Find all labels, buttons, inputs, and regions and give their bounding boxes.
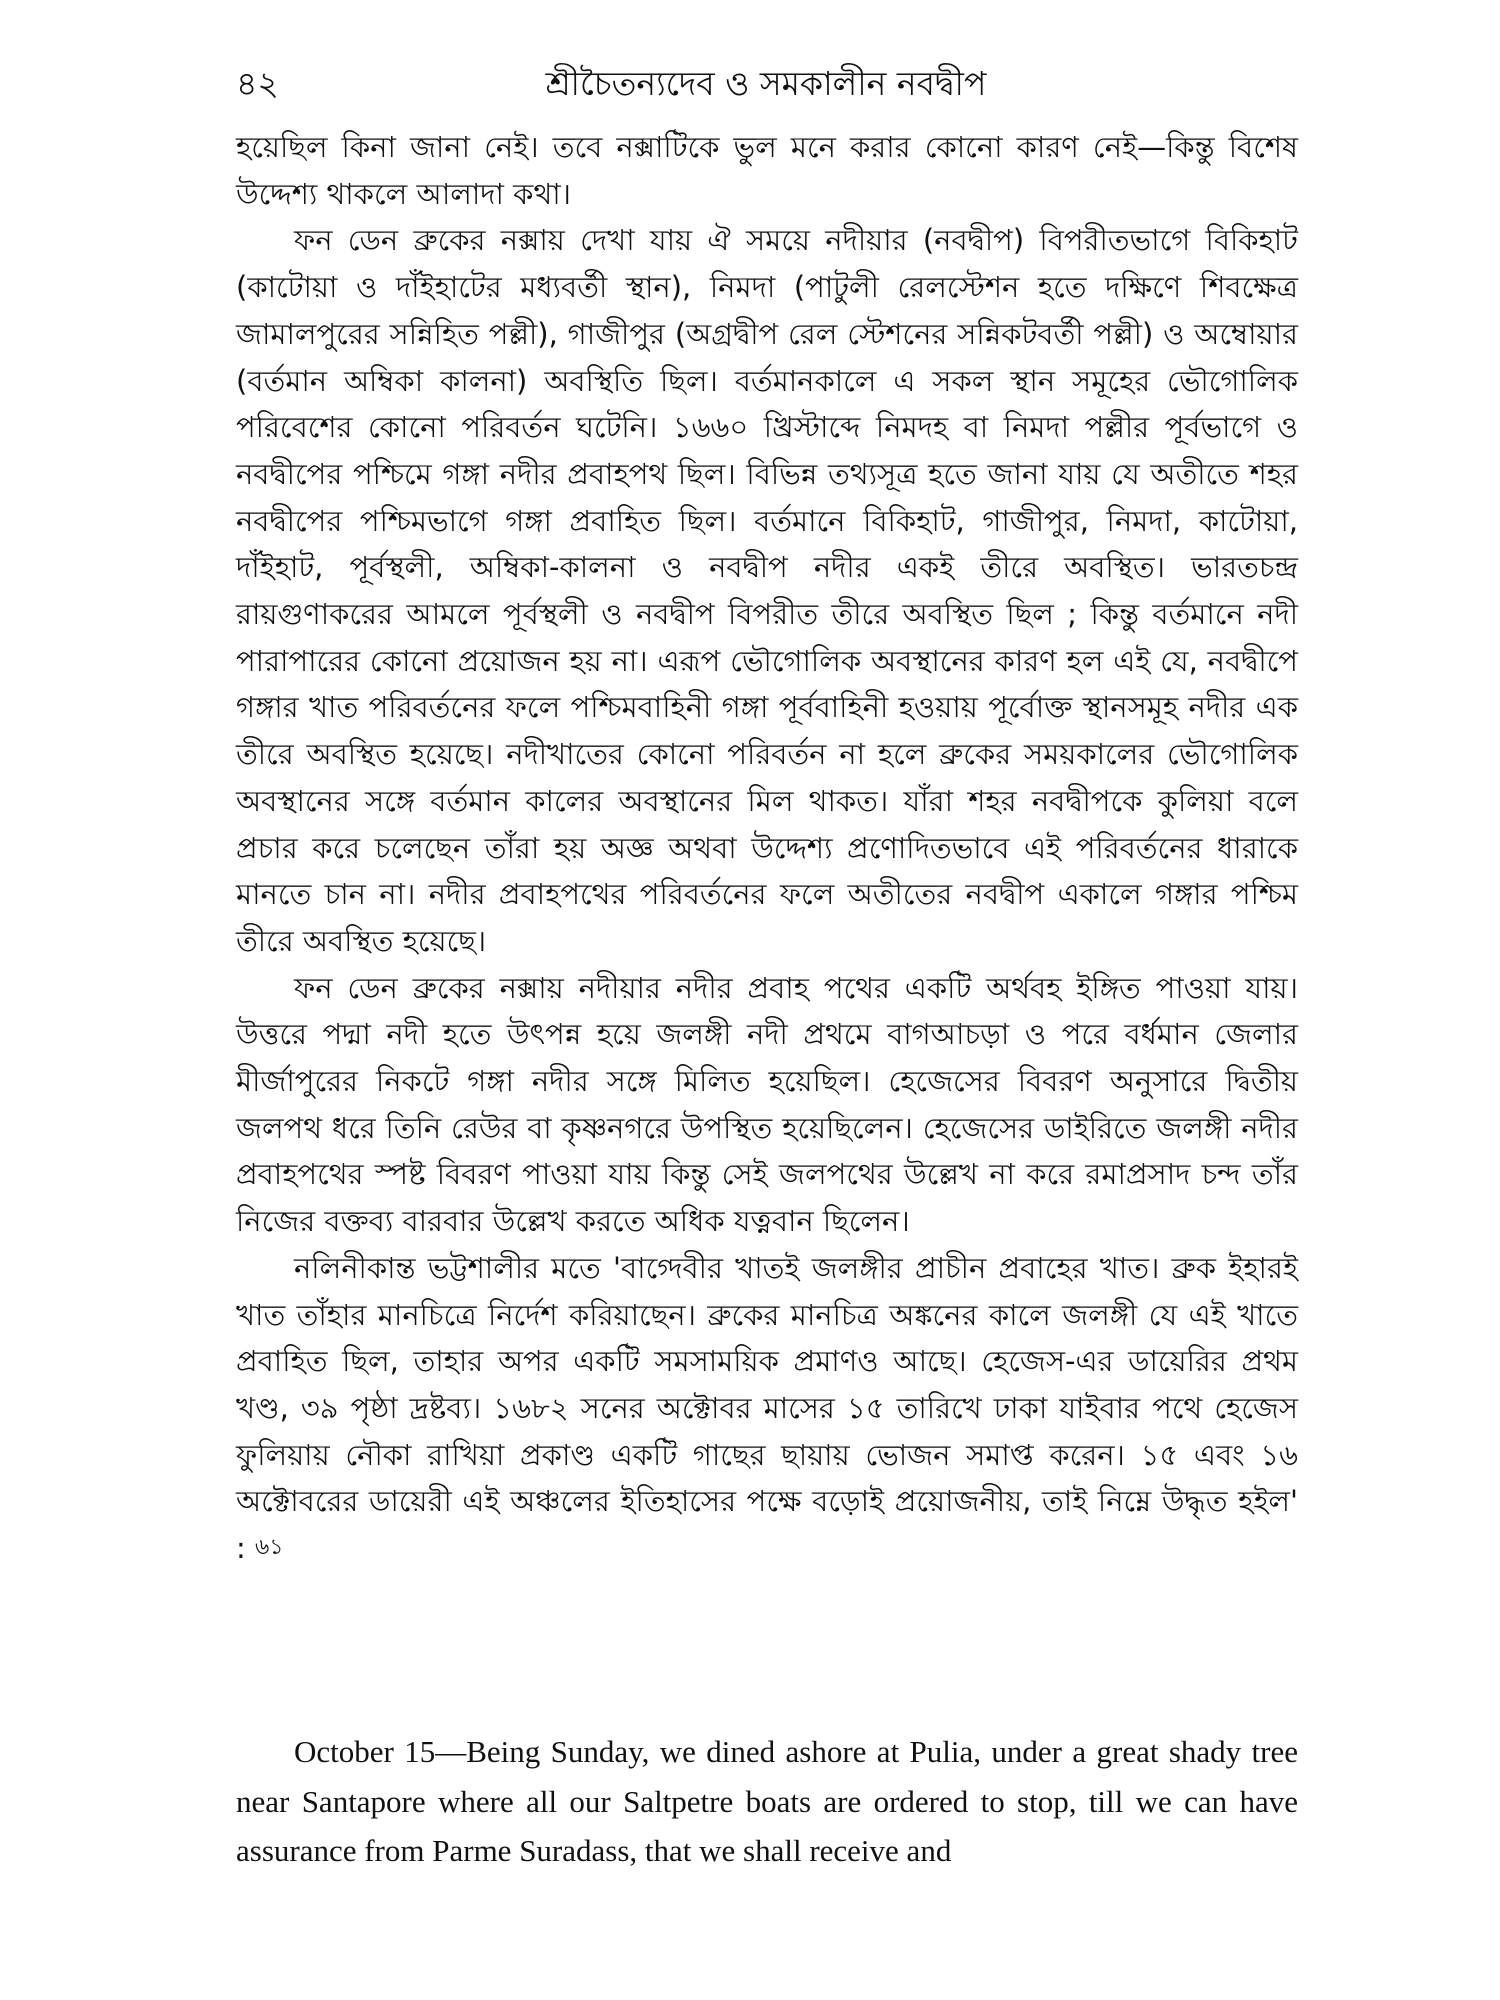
hedges-diary-quote: October 15—Being Sunday, we dined ashore at Pulia, under a great shady tree near Santapore where all our Saltpetre boats are ordered to stop, till we can have assurance from Parme Suradass, that we shall receive and [236, 1734, 1298, 1868]
paragraph-van-den-broucke-map: ফন ডেন ব্রুকের নক্সায় দেখা যায় ঐ সময়ে নদীয়ার (নবদ্বীপ) বিপরীতভাগে বিকিহাট (কাটোয়া ও দাঁইহাটের মধ্যবর্তী স্থান), নিমদা (পাটুলী রেলস্টেশন হতে দক্ষিণে শিবক্ষেত্র জামালপুরের সন্নিহিত পল্লী), গাজীপুর (অগ্রদ্বীপ রেল স্টেশনের সন্নিকটবর্তী পল্লী) ও অম্বোয়ার (বর্তমান অম্বিকা কালনা) অবস্থিতি ছিল। বর্তমানকালে এ সকল স্থান সমূহের ভৌগোলিক পরিবেশের কোনো পরিবর্তন ঘটেনি। ১৬৬০ খ্রিস্টাব্দে নিমদহ বা নিমদা পল্লীর পূর্বভাগে ও নবদ্বীপের পশ্চিমে গঙ্গা নদীর প্রবাহপথ ছিল। বিভিন্ন তথ্যসূত্র হতে জানা যায় যে অতীতে শহর নবদ্বীপের পশ্চিমভাগে গঙ্গা প্রবাহিত ছিল। বর্তমানে বিকিহাট, গাজীপুর, নিমদা, কাটোয়া, দাঁইহাট, পূর্বস্থলী, অম্বিকা-কালনা ও নবদ্বীপ নদীর একই তীরে অবস্থিত। ভারতচন্দ্র রায়গুণাকরের আমলে পূর্বস্থলী ও নবদ্বীপ বিপরীত তীরে অবস্থিত ছিল ; কিন্তু বর্তমানে নদী পারাপারের কোনো প্রয়োজন হয় না। এরূপ ভৌগোলিক অবস্থানের কারণ হল এই যে, নবদ্বীপে গঙ্গার খাত পরিবর্তনের ফলে পশ্চিমবাহিনী গঙ্গা পূর্ববাহিনী হওয়ায় পূর্বোক্ত স্থানসমূহ নদীর এক তীরে অবস্থিত হয়েছে। নদীখাতের কোনো পরিবর্তন না হলে ব্রুকের সময়কালের ভৌগোলিক অবস্থানের সঙ্গে বর্তমান কালের অবস্থানের মিল থাকত। যাঁরা শহর নবদ্বীপকে কুলিয়া বলে প্রচার করে চলেছেন তাঁরা হয় অজ্ঞ অথবা উদ্দেশ্য প্রণোদিতভাবে এই পরিবর্তনের ধারাকে মানতে চান না। নদীর প্রবাহপথের পরিবর্তনের ফলে অতীতের নবদ্বীপ একালে গঙ্গার পশ্চিম তীরে অবস্থিত হয়েছে। [236, 223, 1298, 958]
body-text [236, 124, 1298, 1572]
footnote-reference: ৬১ [255, 1535, 284, 1561]
running-title: শ্রীচৈতন্যদেব ও সমকালীন নবদ্বীপ [545, 64, 987, 103]
paragraph-bhattasali-text: নলিনীকান্ত ভট্টশালীর মতে 'বাগ্দেবীর খাতই জলঙ্গীর প্রাচীন প্রবাহের খাত। ব্রুক ইহারই খাত তাঁহার মানচিত্রে নির্দেশ করিয়াছেন। ব্রুকের মানচিত্র অঙ্কনের কালে জলঙ্গী যে এই খাতে প্রবাহিত ছিল, তাহার অপর একটি সমসাময়িক প্রমাণও আছে। হেজেস-এর ডায়েরির প্রথম খণ্ড, ৩৯ পৃষ্ঠা দ্রষ্টব্য। ১৬৮২ সনের অক্টোবর মাসের ১৫ তারিখে ঢাকা যাইবার পথে হেজেস ফুলিয়ায় নৌকা রাখিয়া প্রকাণ্ড একটি গাছের ছায়ায় ভোজন সমাপ্ত করেন। ১৫ এবং ১৬ অক্টোবরের ডায়েরী এই অঞ্চলের ইতিহাসের পক্ষে বড়োই প্রয়োজনীয়, তাই নিম্নে উদ্ধৃত হইল' : [236, 1250, 1298, 1566]
page-number: ৪২ [236, 64, 279, 103]
english-quotation [236, 1727, 1298, 1876]
paragraph-continuation: হয়েছিল কিনা জানা নেই। তবে নক্সাটিকে ভুল মনে করার কোনো কারণ নেই—কিন্তু বিশেষ উদ্দেশ্য থাকলে আলাদা কথা। [236, 130, 1298, 211]
paragraph-river-course: ফন ডেন ব্রুকের নক্সায় নদীয়ার নদীর প্রবাহ পথের একটি অর্থবহ ইঙ্গিত পাওয়া যায়। উত্তরে পদ্মা নদী হতে উৎপন্ন হয়ে জলঙ্গী নদী প্রথমে বাগআচড়া ও পরে বর্ধমান জেলার মীর্জাপুরের নিকটে গঙ্গা নদীর সঙ্গে মিলিত হয়েছিল। হেজেসের বিবরণ অনুসারে দ্বিতীয় জলপথ ধরে তিনি রেউর বা কৃষ্ণনগরে উপস্থিত হয়েছিলেন। হেজেসের ডাইরিতে জলঙ্গী নদীর প্রবাহপথের স্পষ্ট বিবরণ পাওয়া যায় কিন্তু সেই জলপথের উল্লেখ না করে রমাপ্রসাদ চন্দ তাঁর নিজের বক্তব্য বারবার উল্লেখ করতে অধিক যত্নবান ছিলেন। [236, 970, 1298, 1239]
paragraph-bhattasali-quote [236, 1245, 1298, 1572]
page-header [236, 56, 1296, 116]
